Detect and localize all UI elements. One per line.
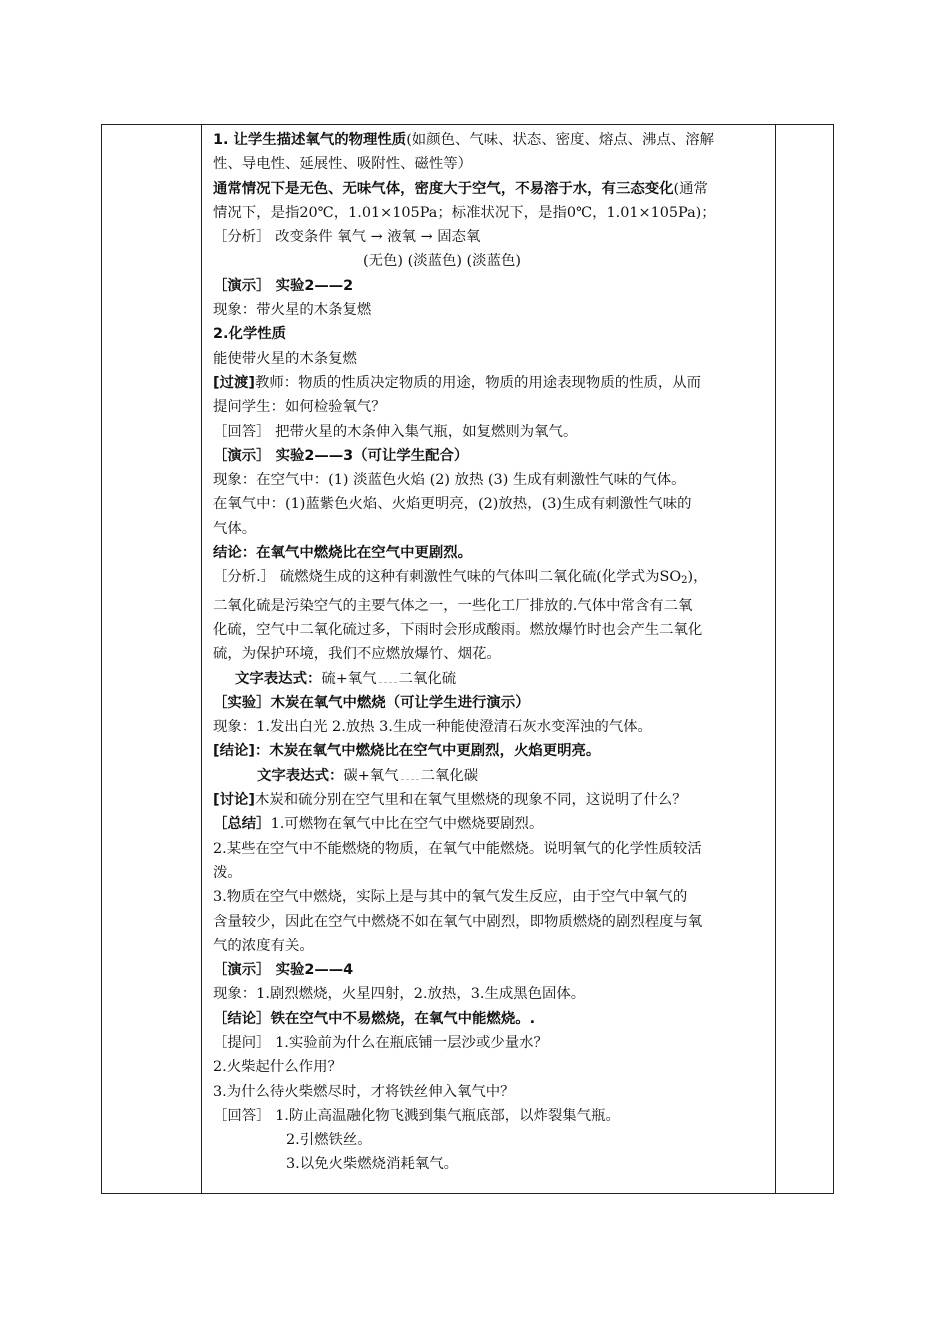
line: 通常情况下是无色、无味气体，密度大于空气，不易溶于水，有三态变化(通常 bbox=[213, 180, 708, 197]
line: 性、导电性、延展性、吸附性、磁性等） bbox=[213, 156, 473, 173]
line: 气体。 bbox=[213, 520, 257, 537]
line: 3.以免火柴燃烧消耗氧气。 bbox=[286, 1156, 459, 1173]
line: 现象：在空气中：(1) 淡蓝色火焰 (2) 放热 (3) 生成有刺激性气味的气体。 bbox=[213, 472, 686, 489]
reaction-arrow-icon bbox=[401, 769, 419, 780]
line: ［实验］木炭在氧气中燃烧（可让学生进行演示） bbox=[213, 694, 530, 711]
line: [结论]：木炭在氧气中燃烧比在空气中更剧烈，火焰更明亮。 bbox=[213, 743, 601, 760]
line: 现象：1.剧烈燃烧，火星四射，2.放热，3.生成黑色固体。 bbox=[213, 986, 586, 1003]
line: 二氧化硫是污染空气的主要气体之一，一些化工厂排放的.气体中常含有二氧 bbox=[213, 597, 693, 614]
line: 含量较少，因此在空气中燃烧不如在氧气中剧烈，即物质燃烧的剧烈程度与氧 bbox=[213, 913, 703, 930]
line: 2.火柴起什么作用？ bbox=[213, 1059, 342, 1076]
line: 现象：带火星的木条复燃 bbox=[213, 302, 372, 319]
line: 在氧气中：(1)蓝紫色火焰、火焰更明亮，(2)放热，(3)生成有刺激性气味的 bbox=[213, 496, 692, 513]
line: ［总结］1.可燃物在氧气中比在空气中燃烧要剧烈。 bbox=[213, 816, 544, 833]
line: 气的浓度有关。 bbox=[213, 937, 314, 954]
line: [过渡]教师：物质的性质决定物质的用途，物质的用途表现物质的性质，从而 bbox=[213, 374, 702, 391]
line: 1. 让学生描述氧气的物理性质(如颜色、气味、状态、密度、熔点、沸点、溶解 bbox=[213, 132, 715, 148]
column-divider-right bbox=[775, 125, 776, 1193]
lesson-content bbox=[213, 128, 773, 1177]
line: 3.为什么待火柴燃尽时，才将铁丝伸入氧气中？ bbox=[213, 1083, 515, 1100]
line: 2.某些在空气中不能燃烧的物质，在氧气中能燃烧。说明氧气的化学性质较活 bbox=[213, 840, 702, 857]
line: 化硫，空气中二氧化硫过多，下雨时会形成酸雨。燃放爆竹时也会产生二氧化 bbox=[213, 621, 703, 638]
line: 能使带火星的木条复燃 bbox=[213, 350, 357, 367]
line: ［结论］铁在空气中不易燃烧，在氧气中能燃烧。. bbox=[213, 1010, 536, 1027]
line: ［演示］ 实验2——3（可让学生配合） bbox=[213, 447, 469, 464]
reaction-arrow-icon bbox=[379, 672, 397, 683]
line: ［分析］ 改变条件 氧气 → 液氧 → 固态氧 bbox=[213, 229, 481, 246]
line: 3.物质在空气中燃烧，实际上是与其中的氧气发生反应，由于空气中氧气的 bbox=[213, 889, 688, 906]
line: 提问学生：如何检验氧气？ bbox=[213, 399, 386, 416]
line: [讨论]木炭和硫分别在空气里和在氧气里燃烧的现象不同，这说明了什么？ bbox=[213, 792, 687, 809]
column-divider-left bbox=[201, 125, 202, 1193]
line: ［演示］ 实验2——2 bbox=[213, 277, 354, 294]
line: (无色) (淡蓝色) (淡蓝色) bbox=[363, 253, 521, 270]
line: ［分析.］ 硫燃烧生成的这种有刺激性气味的气体叫二氧化硫(化学式为$SO_2$)， bbox=[213, 569, 708, 587]
line: 泼。 bbox=[213, 864, 242, 881]
line: 2.引燃铁丝。 bbox=[286, 1132, 372, 1149]
line: ［回答］ 1.防止高温融化物飞溅到集气瓶底部，以炸裂集气瓶。 bbox=[213, 1107, 620, 1124]
line: 结论：在氧气中燃烧比在空气中更剧烈。 bbox=[213, 545, 473, 562]
line: 文字表达式：硫+氧气 二氧化硫 bbox=[235, 670, 457, 687]
line: ［提问］ 1.实验前为什么在瓶底铺一层沙或少量水？ bbox=[213, 1034, 548, 1051]
line: 文字表达式：碳+氧气 二氧化碳 bbox=[257, 767, 479, 784]
line: 现象：1.发出白光 2.放热 3.生成一种能使澄清石灰水变浑浊的气体。 bbox=[213, 719, 652, 736]
line: ［回答］ 把带火星的木条伸入集气瓶，如复燃则为氧气。 bbox=[213, 423, 578, 440]
line: ［演示］ 实验2——4 bbox=[213, 962, 354, 979]
line: 情况下，是指20℃，1.01×105Pa；标准状况下，是指0℃，1.01×105Pa)； bbox=[213, 204, 716, 221]
line: 2.化学性质 bbox=[213, 326, 287, 343]
line: 硫，为保护环境，我们不应燃放爆竹、烟花。 bbox=[213, 646, 501, 663]
